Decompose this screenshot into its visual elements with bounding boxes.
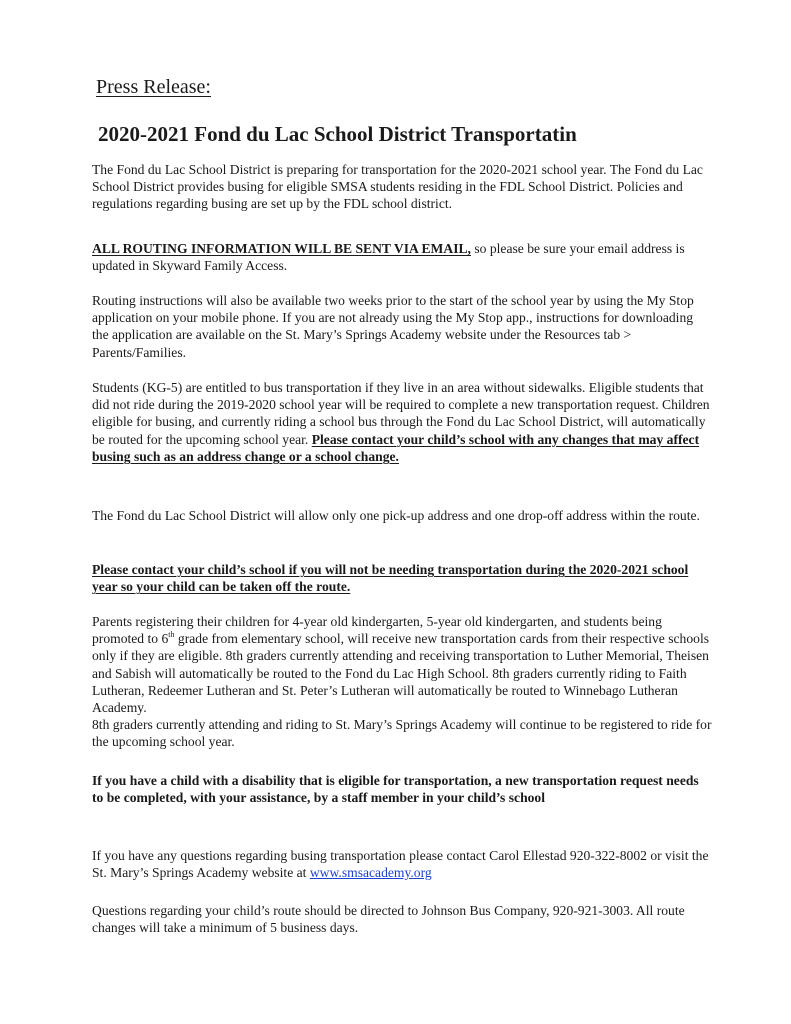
route-questions-paragraph: Questions regarding your child’s route should be directed to Johnson Bus Company, 920-921-3003. All route changes will take a minimum of 5 business days. [92,903,685,936]
disability-notice: If you have a child with a disability that is eligible for transportation, a new transportation request needs to be completed, with your assistance, by a staff member in your child’s school [92,773,699,806]
website-link[interactable]: www.smsacademy.org [309,865,432,881]
contact-text: If you have any questions regarding busing transportation please contact Carol Ellestad 920-322-8002 or visit the St. Mary’s Springs Academy website at [92,848,709,881]
registration-text-b: grade from elementary school, will receive new transportation cards from their respective schools only if they are eligible. 8th graders currently attending and receiving transportation to Luther Memorial, Theisen and Sabish will automatically be routed to the Fond du Lac High School. 8th graders currently riding to Faith Lutheran, Redeemer Lutheran and St. Peter’s Lutheran will automatically be routed to Winnebago Lutheran Academy. [92,631,710,716]
press-release-label: Press Release: [96,76,211,98]
email-notice-text: so please be sure your email address is updated in Skyward Family Access. [92,241,685,274]
email-notice-paragraph [92,240,712,274]
contact-paragraph [92,847,712,881]
pickup-dropoff-paragraph: The Fond du Lac School District will allow only one pick-up address and one drop-off address within the route. [92,508,700,523]
registration-text-c: 8th graders currently attending and riding to St. Mary’s Springs Academy will continue to be registered to ride for the upcoming school year. [92,717,712,750]
registration-paragraph [92,613,712,751]
routing-instructions-paragraph: Routing instructions will also be available two weeks prior to the start of the school year by using the My Stop application on your mobile phone. If you are not already using the My Stop app., instructions for downloading the application are available on the St. Mary’s Springs Academy website under the Resources tab > Parents/Families. [92,293,694,360]
registration-text-a: Parents registering their children for 4-year old kindergarten, 5-year old kindergarten, and students being promoted to 6 [92,614,662,647]
email-notice-emphasis: ALL ROUTING INFORMATION WILL BE SENT VIA EMAIL, [92,241,471,256]
opt-out-notice: Please contact your child’s school if you will not be needing transportation during the 2020-2021 school year so your child can be taken off the route. [92,562,689,595]
ordinal-superscript: th [168,630,175,640]
eligibility-paragraph [92,379,712,465]
document-title: 2020-2021 Fond du Lac School District Transportatin [98,122,577,146]
intro-paragraph: The Fond du Lac School District is preparing for transportation for the 2020-2021 school year. The Fond du Lac School District provides busing for eligible SMSA students residing in the FDL School District. Policies and regulations regarding busing are set up by the FDL school district. [92,162,703,212]
eligibility-text: Students (KG-5) are entitled to bus transportation if they live in an area without sidewalks. Eligible students that did not ride during the 2019-2020 school year will be required to complete a new transportation request. Children eligible for busing, and currently riding a school bus through the Fond du Lac School District, will automatically be routed for the upcoming school year. [92,380,710,447]
eligibility-emphasis: Please contact your child’s school with any changes that may affect busing such as an address change or a school change. [92,431,700,464]
